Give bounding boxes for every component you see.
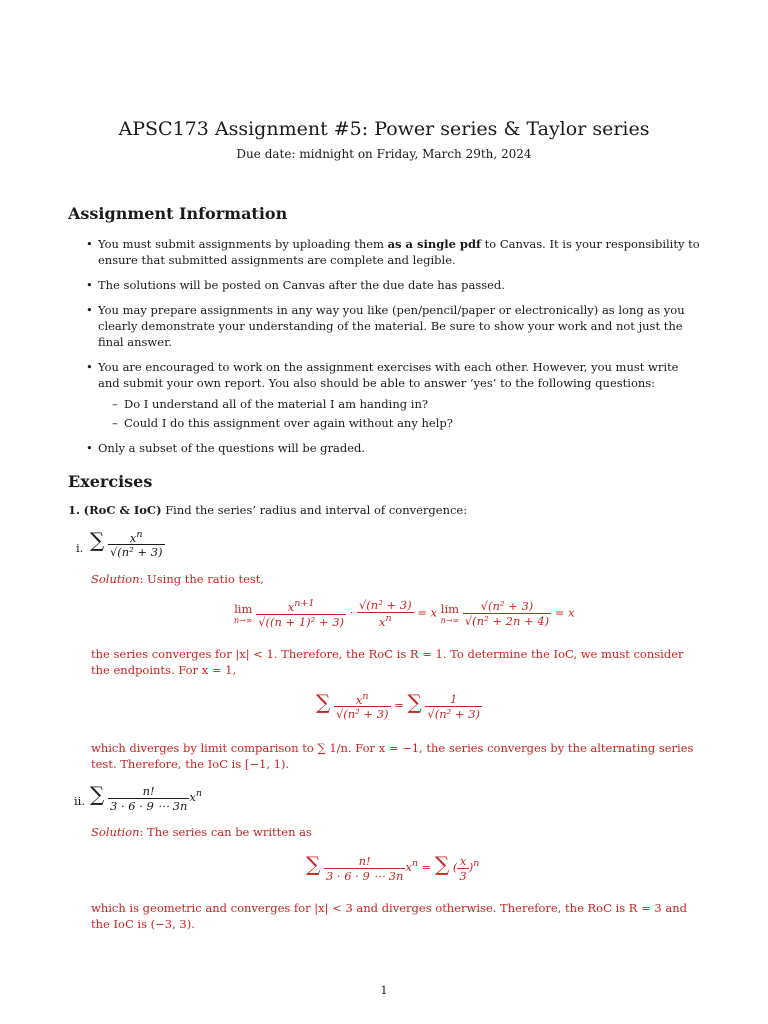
solution-i-intro: [91, 571, 264, 587]
bullet-bold-text: as a single pdf: [387, 237, 481, 251]
question-label: (RoC & IoC): [83, 503, 162, 517]
section-heading-exercises: Exercises: [68, 472, 153, 491]
solution-i-text-1: the series converges for |x| < 1. Therefore, the RoC is R = 1. To determine the IoC, we must consider the endpoints. For x = 1,: [91, 647, 684, 677]
geometric-equation: ∑ $\frac{n!}{3 \cdot 6 \cdot 9 \cdots 3n}$ $x^n$ = ∑ ( $\frac{x}{3}$ )$^n$: [306, 852, 480, 883]
sub-question: – Could I do this assignment over again without any help?: [112, 415, 702, 431]
bullet-item: [86, 236, 702, 268]
sub-question: – Do I understand all of the material I am handing in?: [112, 396, 702, 412]
due-date: Due date: midnight on Friday, March 29th, 2024: [236, 147, 532, 161]
solution-label: Solution: [91, 572, 140, 586]
ratio-test-equation: lim n→∞ $\frac{x^{n+1}}{\text{√((n + 1)² + 3)}}$ · $\frac{\text{√(n² + 3)}}{x^n}$ = x lim n→∞ $\frac{\text{√(n² + 3)}}{\text{√(n² + 2n + 4)}}$ = x: [234, 598, 575, 629]
solution-label: Solution: [91, 825, 140, 839]
series-i-expression: ∑ $\frac{x^n}{\text{√(n² + 3)}}$: [90, 528, 163, 560]
question-number: 1.: [68, 503, 81, 517]
bullet-text: You are encouraged to work on the assignment exercises with each other. However, you must write and submit your own report. You also should be able to answer ‘yes’ to the following questions:: [98, 360, 679, 390]
info-bullet-list: [86, 236, 702, 465]
bullet-item: • Only a subset of the questions will be graded.: [86, 440, 702, 456]
series-ii-expression: ∑ $\frac{n!}{3 \cdot 6 \cdot 9 \cdots 3n}$ $x^n$: [90, 782, 203, 813]
question-1: [68, 503, 467, 517]
part-ii-label: ii.: [74, 794, 86, 808]
page-title: APSC173 Assignment #5: Power series & Taylor series: [118, 118, 650, 140]
sub-question-list: [112, 396, 702, 431]
solution-ii-text-1: which is geometric and converges for |x| < 3 and diverges otherwise. Therefore, the RoC is R = 3 and the IoC is (−3, 3).: [91, 901, 688, 931]
page-number: 1: [380, 984, 388, 997]
section-heading-info: Assignment Information: [68, 204, 288, 223]
solution-i-text-2: which diverges by limit comparison to ∑ 1/n. For x = −1, the series converges by the alternating series test. Therefore, the IoC is [−1, 1).: [91, 741, 694, 771]
solution-ii-intro: [91, 824, 312, 840]
solution-intro-text: : Using the ratio test,: [139, 572, 265, 586]
bullet-item: • You may prepare assignments in any way you like (pen/pencil/paper or electronically) as long as you clearly demonstrate your understanding of the material. Be sure to show your work and not just the final answer.: [86, 302, 702, 350]
bullet-item: [86, 359, 702, 431]
bullet-item: • The solutions will be posted on Canvas after the due date has passed.: [86, 277, 702, 293]
question-text: Find the series’ radius and interval of convergence:: [165, 503, 468, 517]
bullet-text: You must submit assignments by uploading them: [98, 237, 388, 251]
solution-intro-text: : The series can be written as: [139, 825, 312, 839]
endpoint-equation: ∑ $\frac{x^n}{\text{√(n² + 3)}}$ = ∑ $\frac{1}{\text{√(n² + 3)}}$: [316, 690, 481, 722]
bullet-text: to Canvas. It is your responsibility to ensure that submitted assignments are complete and legible.: [98, 237, 700, 267]
part-i-label: i.: [76, 541, 84, 555]
